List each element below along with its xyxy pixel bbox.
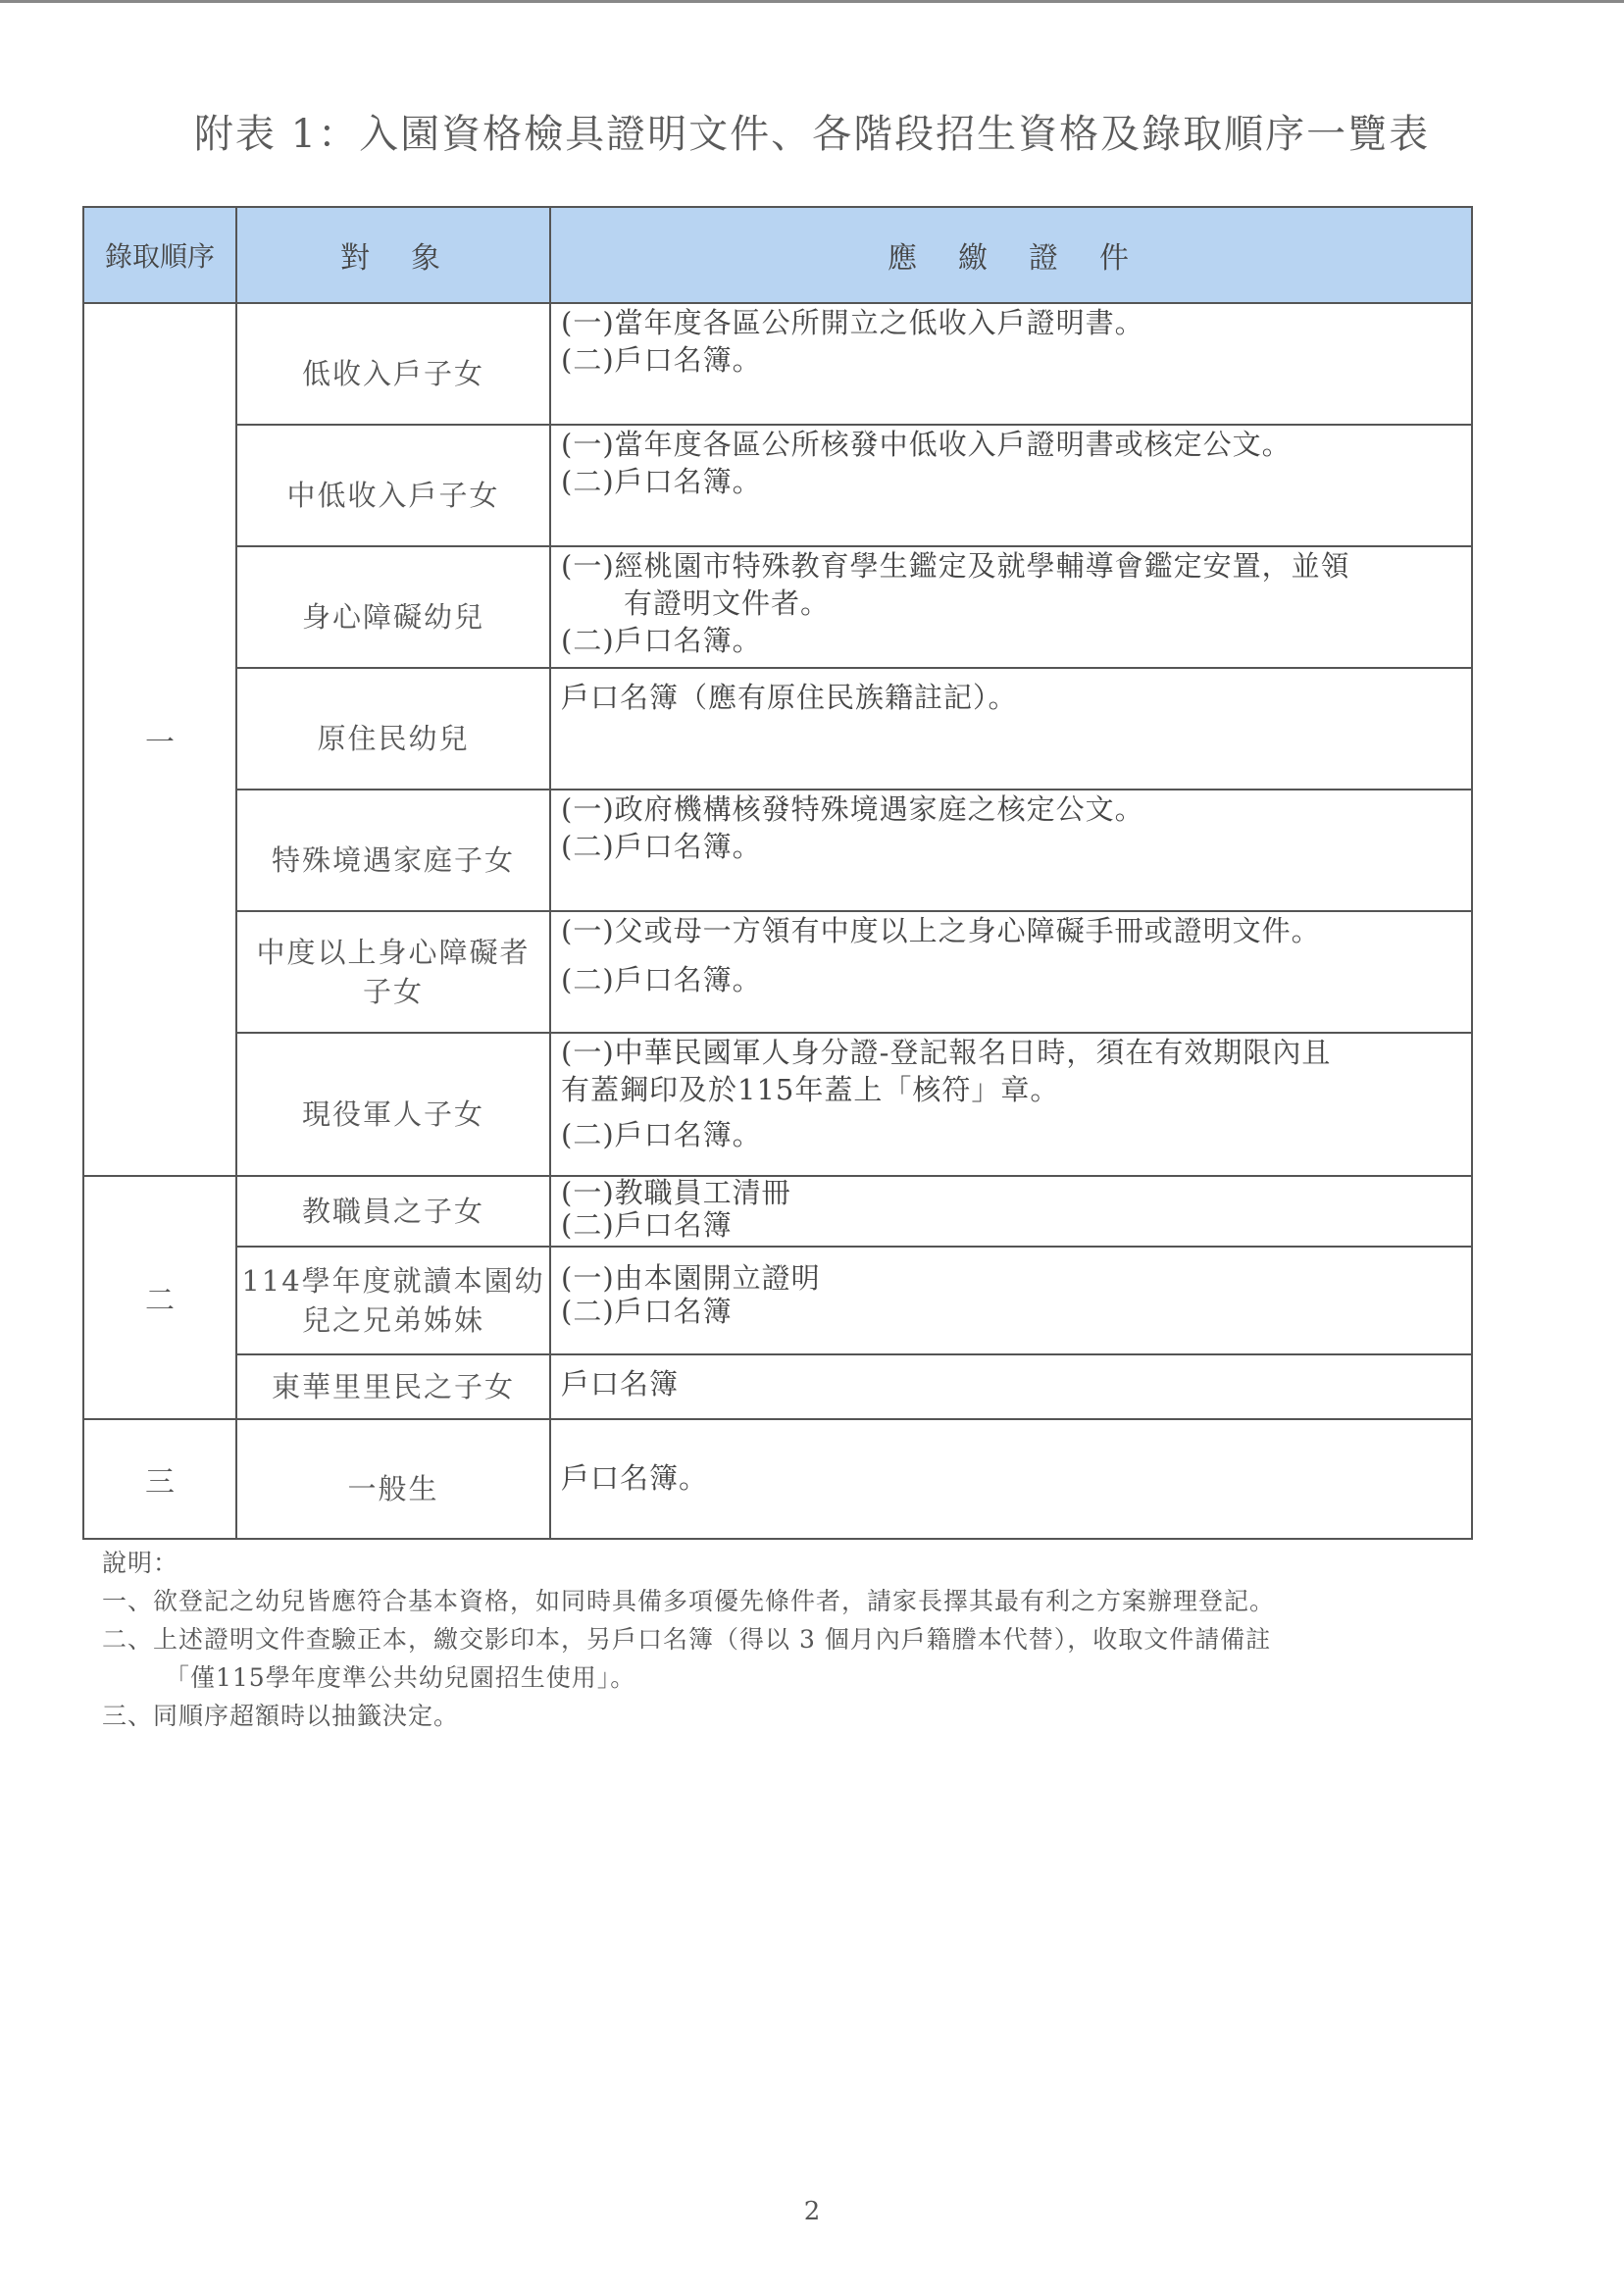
table-row (83, 425, 1472, 546)
note-item: 「僅115學年度準公共幼兒園招生使用」。 (165, 1663, 636, 1692)
table-row (83, 1354, 1472, 1419)
target-text: 中低收入戶子女 (286, 479, 500, 512)
header-target: 對 象 (236, 207, 550, 303)
table-row (83, 1247, 1472, 1354)
target-text: 114學年度就讀本園幼 (241, 1264, 545, 1298)
docs-cell (550, 911, 1472, 1033)
notes-section (102, 1544, 1534, 1735)
notes-heading: 說明： (102, 1549, 179, 1577)
doc-line: (一)中華民國軍人身分證-登記報名日時，須在有效期限內且 (561, 1036, 1332, 1069)
table-row (83, 790, 1472, 911)
target-text: 子女 (362, 975, 424, 1008)
target-cell (236, 668, 550, 790)
admission-table (82, 206, 1473, 1540)
doc-line: (二)戶口名簿。 (561, 830, 762, 863)
note-item: 二、上述證明文件查驗正本，繳交影印本，另戶口名簿（得以 3 個月內戶籍謄本代替），收取文件請備註 (102, 1625, 1272, 1654)
doc-line: (二)戶口名簿 (561, 1295, 733, 1328)
docs-cell (550, 546, 1472, 668)
target-cell (236, 546, 550, 668)
target-text: 特殊境遇家庭子女 (271, 843, 515, 877)
target-text: 現役軍人子女 (301, 1097, 484, 1131)
order-cell: 三 (83, 1419, 236, 1539)
doc-line: (一)當年度各區公所開立之低收入戶證明書。 (561, 306, 1144, 339)
table-row (83, 1419, 1472, 1539)
doc-line: (二)戶口名簿。 (561, 343, 762, 377)
doc-line: (二)戶口名簿 (561, 1208, 733, 1242)
target-cell (236, 1354, 550, 1419)
table-row (83, 1033, 1472, 1176)
note-item: 三、同順序超額時以抽籤決定。 (102, 1702, 460, 1730)
target-cell (236, 1176, 550, 1247)
doc-line: (一)當年度各區公所核發中低收入戶證明書或核定公文。 (561, 428, 1292, 461)
doc-line: 戶口名簿。 (561, 1461, 709, 1495)
order-cell: 一 (83, 303, 236, 1176)
target-cell (236, 1247, 550, 1354)
table-row (83, 911, 1472, 1033)
note-item: 一、欲登記之幼兒皆應符合基本資格，如同時具備多項優先條件者，請家長擇其最有利之方案辦理登記。 (102, 1587, 1276, 1615)
docs-cell (550, 1176, 1472, 1247)
order-cell: 二 (83, 1176, 236, 1419)
target-cell (236, 790, 550, 911)
doc-line: 有證明文件者。 (624, 586, 831, 620)
table-row (83, 1176, 1472, 1247)
docs-cell (550, 425, 1472, 546)
header-docs: 應 繳 證 件 (550, 207, 1472, 303)
docs-cell (550, 1354, 1472, 1419)
docs-cell (550, 1033, 1472, 1176)
target-text: 一般生 (347, 1472, 439, 1505)
target-text: 身心障礙幼兒 (301, 600, 484, 634)
page-number: 2 (803, 2197, 821, 2226)
doc-line: (二)戶口名簿。 (561, 465, 762, 498)
table-row (83, 303, 1472, 425)
doc-line: (一)經桃園市特殊教育學生鑑定及就學輔導會鑑定安置，並領 (561, 549, 1350, 583)
target-text: 東華里里民之子女 (271, 1370, 515, 1403)
doc-line: (一)政府機構核發特殊境遇家庭之核定公文。 (561, 792, 1144, 826)
doc-line: 戶口名簿 (561, 1367, 680, 1401)
table-header-row (83, 207, 1472, 303)
doc-line: (二)戶口名簿。 (561, 963, 762, 996)
target-text: 中度以上身心障礙者 (256, 936, 531, 969)
target-cell (236, 1419, 550, 1539)
docs-cell (550, 790, 1472, 911)
table-row (83, 668, 1472, 790)
docs-cell (550, 1247, 1472, 1354)
docs-cell (550, 1419, 1472, 1539)
target-cell (236, 303, 550, 425)
doc-line: (二)戶口名簿。 (561, 1118, 762, 1151)
target-text: 低收入戶子女 (301, 357, 484, 390)
docs-cell (550, 668, 1472, 790)
target-cell (236, 911, 550, 1033)
target-cell (236, 425, 550, 546)
table-row (83, 546, 1472, 668)
doc-line: (一)父或母一方領有中度以上之身心障礙手冊或證明文件。 (561, 914, 1321, 947)
target-text: 原住民幼兒 (317, 722, 470, 755)
header-order: 錄取順序 (83, 207, 236, 303)
target-cell (236, 1033, 550, 1176)
doc-line: (一)教職員工清冊 (561, 1176, 791, 1209)
doc-line: (一)由本園開立證明 (561, 1261, 821, 1295)
page-title: 附表 1：入園資格檢具證明文件、各階段招生資格及錄取順序一覽表 (193, 112, 1431, 157)
scan-edge-line (0, 0, 1624, 3)
doc-line: (二)戶口名簿。 (561, 624, 762, 657)
target-text: 兒之兄弟姊妹 (301, 1303, 484, 1337)
target-text: 教職員之子女 (301, 1195, 484, 1228)
doc-line: 有蓋鋼印及於115年蓋上「核符」章。 (561, 1073, 1060, 1106)
doc-line: 戶口名簿（應有原住民族籍註記）。 (561, 681, 1018, 714)
docs-cell (550, 303, 1472, 425)
